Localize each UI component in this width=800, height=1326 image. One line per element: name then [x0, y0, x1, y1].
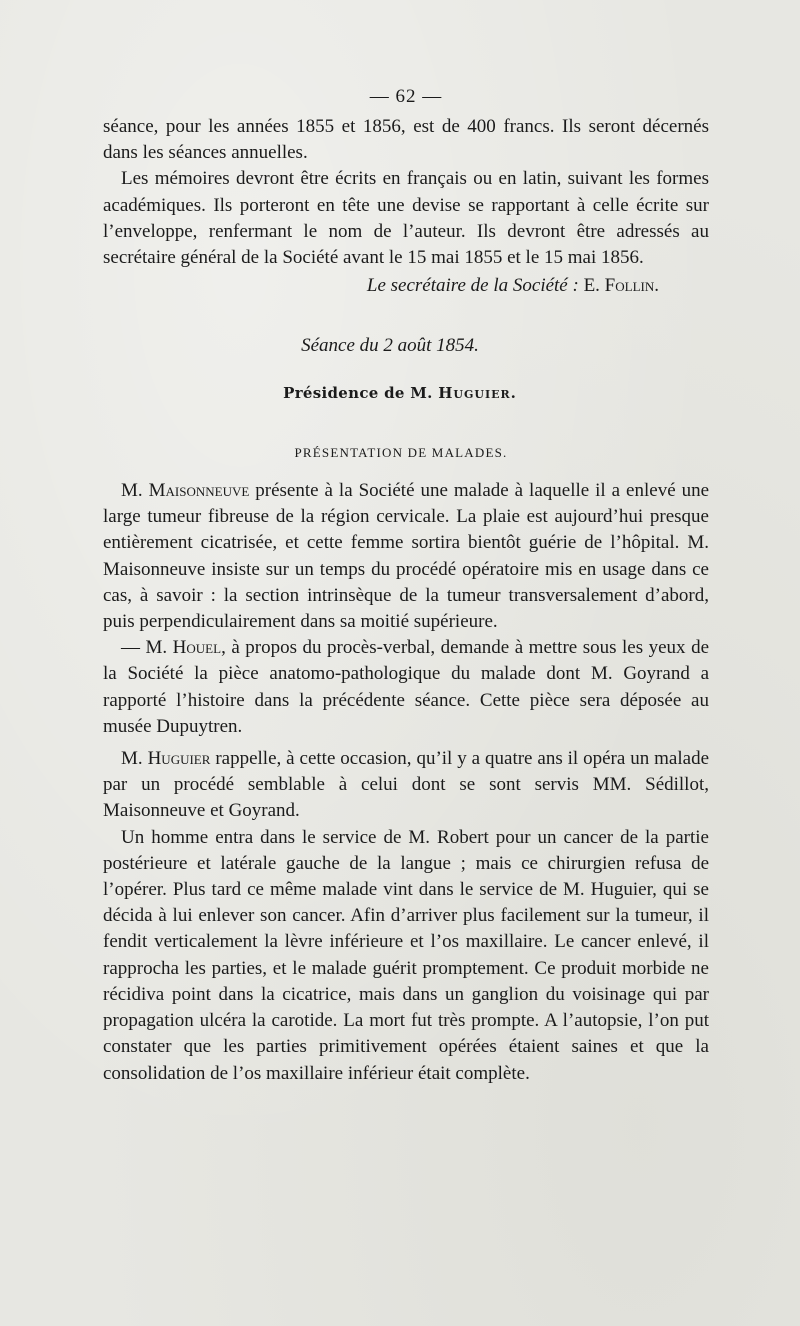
section-title: PRÉSENTATION DE MALADES. — [294, 444, 508, 460]
para3-name: Maisonneuve — [148, 480, 250, 502]
paragraph-huguier — [103, 746, 709, 825]
signature-name: E. Follin. — [583, 275, 659, 297]
para3-prefix: M. — [121, 480, 143, 502]
presidency-heading — [103, 380, 709, 406]
para5-prefix: M. — [121, 748, 143, 770]
para5-text: rappelle, à cette occasion, qu’il y a quatre ans il opéra un malade par un procédé semblable à celui dont se sont servis MM. Sédillot, Maisonneuve et Goyrand. — [103, 748, 710, 822]
signature-label: Le secrétaire de la Société : — [366, 275, 579, 297]
session-date-heading: Séance du 2 août 1854. — [301, 335, 479, 357]
para3-text: présente à la Société une malade à laquelle il a enlevé une large tumeur fibreuse de la région cervicale. La plaie est aujourd’hui presque entièrement cicatrisée, et cette femme sortira bientôt guérie de l’hôpital. M. Maisonneuve insiste sur un temps du procédé opératoire mis en usage dans ce cas, à savoir : la section intrinsèque de la tumeur transversalement d’abord, puis perpendiculairement dans sa moitié supérieure. — [103, 480, 710, 633]
para4-prefix: — M. — [121, 637, 168, 659]
para5-name: Huguier — [147, 748, 211, 770]
presidency-prefix: Présidence de M. — [283, 383, 433, 402]
para4-name: Houel — [172, 637, 222, 659]
page-number: — 62 — — [369, 86, 443, 107]
para4-text: , à propos du procès-verbal, demande à mettre sous les yeux de la Société la pièce anatomo-pathologique du malade dont M. Goyrand a rapporté l’histoire dans la précédente séance. Cette pièce sera déposée au musée Dupuytren. — [103, 637, 709, 737]
paragraph-maisonneuve — [103, 478, 709, 635]
secretary-signature — [103, 273, 709, 299]
paragraph-memoir-rules: Les mémoires devront être écrits en français ou en latin, suivant les formes académiques. Ils porteront en tête une devise se rapportant à celle écrite sur l’enveloppe, renfermant le nom de l’auteur. Ils devront être adressés au secrétaire général de la Société avant le 15 mai 1855 et le 15 mai 1856. — [103, 168, 709, 269]
paragraph-prize-amount: séance, pour les années 1855 et 1856, est de 400 francs. Ils seront décernés dans les séances annuelles. — [103, 116, 709, 164]
page-text-block — [103, 84, 709, 1087]
paragraph-houel — [103, 635, 709, 740]
paragraph-case-history: Un homme entra dans le service de M. Robert pour un cancer de la partie postérieure et latérale gauche de la langue ; mais ce chirurgien refusa de l’opérer. Plus tard ce même malade vint dans le service de M. Huguier, qui se décida à lui enlever son cancer. Afin d’arriver plus facilement sur la tumeur, il fendit verticalement la lèvre inférieure et l’os maxillaire. Le cancer enlevé, il rapprocha les parties, et le malade guérit promptement. Ce produit morbide ne récidiva point dans la cicatrice, mais dans un ganglion du voisinage qui par propagation ulcéra la carotide. La mort fut très prompte. A l’autopsie, l’on put constater que les parties primitivement opérées étaient saines et que la consolidation de l’os maxillaire inférieur était complète. — [103, 826, 709, 1084]
presidency-name: Huguier. — [438, 383, 517, 402]
